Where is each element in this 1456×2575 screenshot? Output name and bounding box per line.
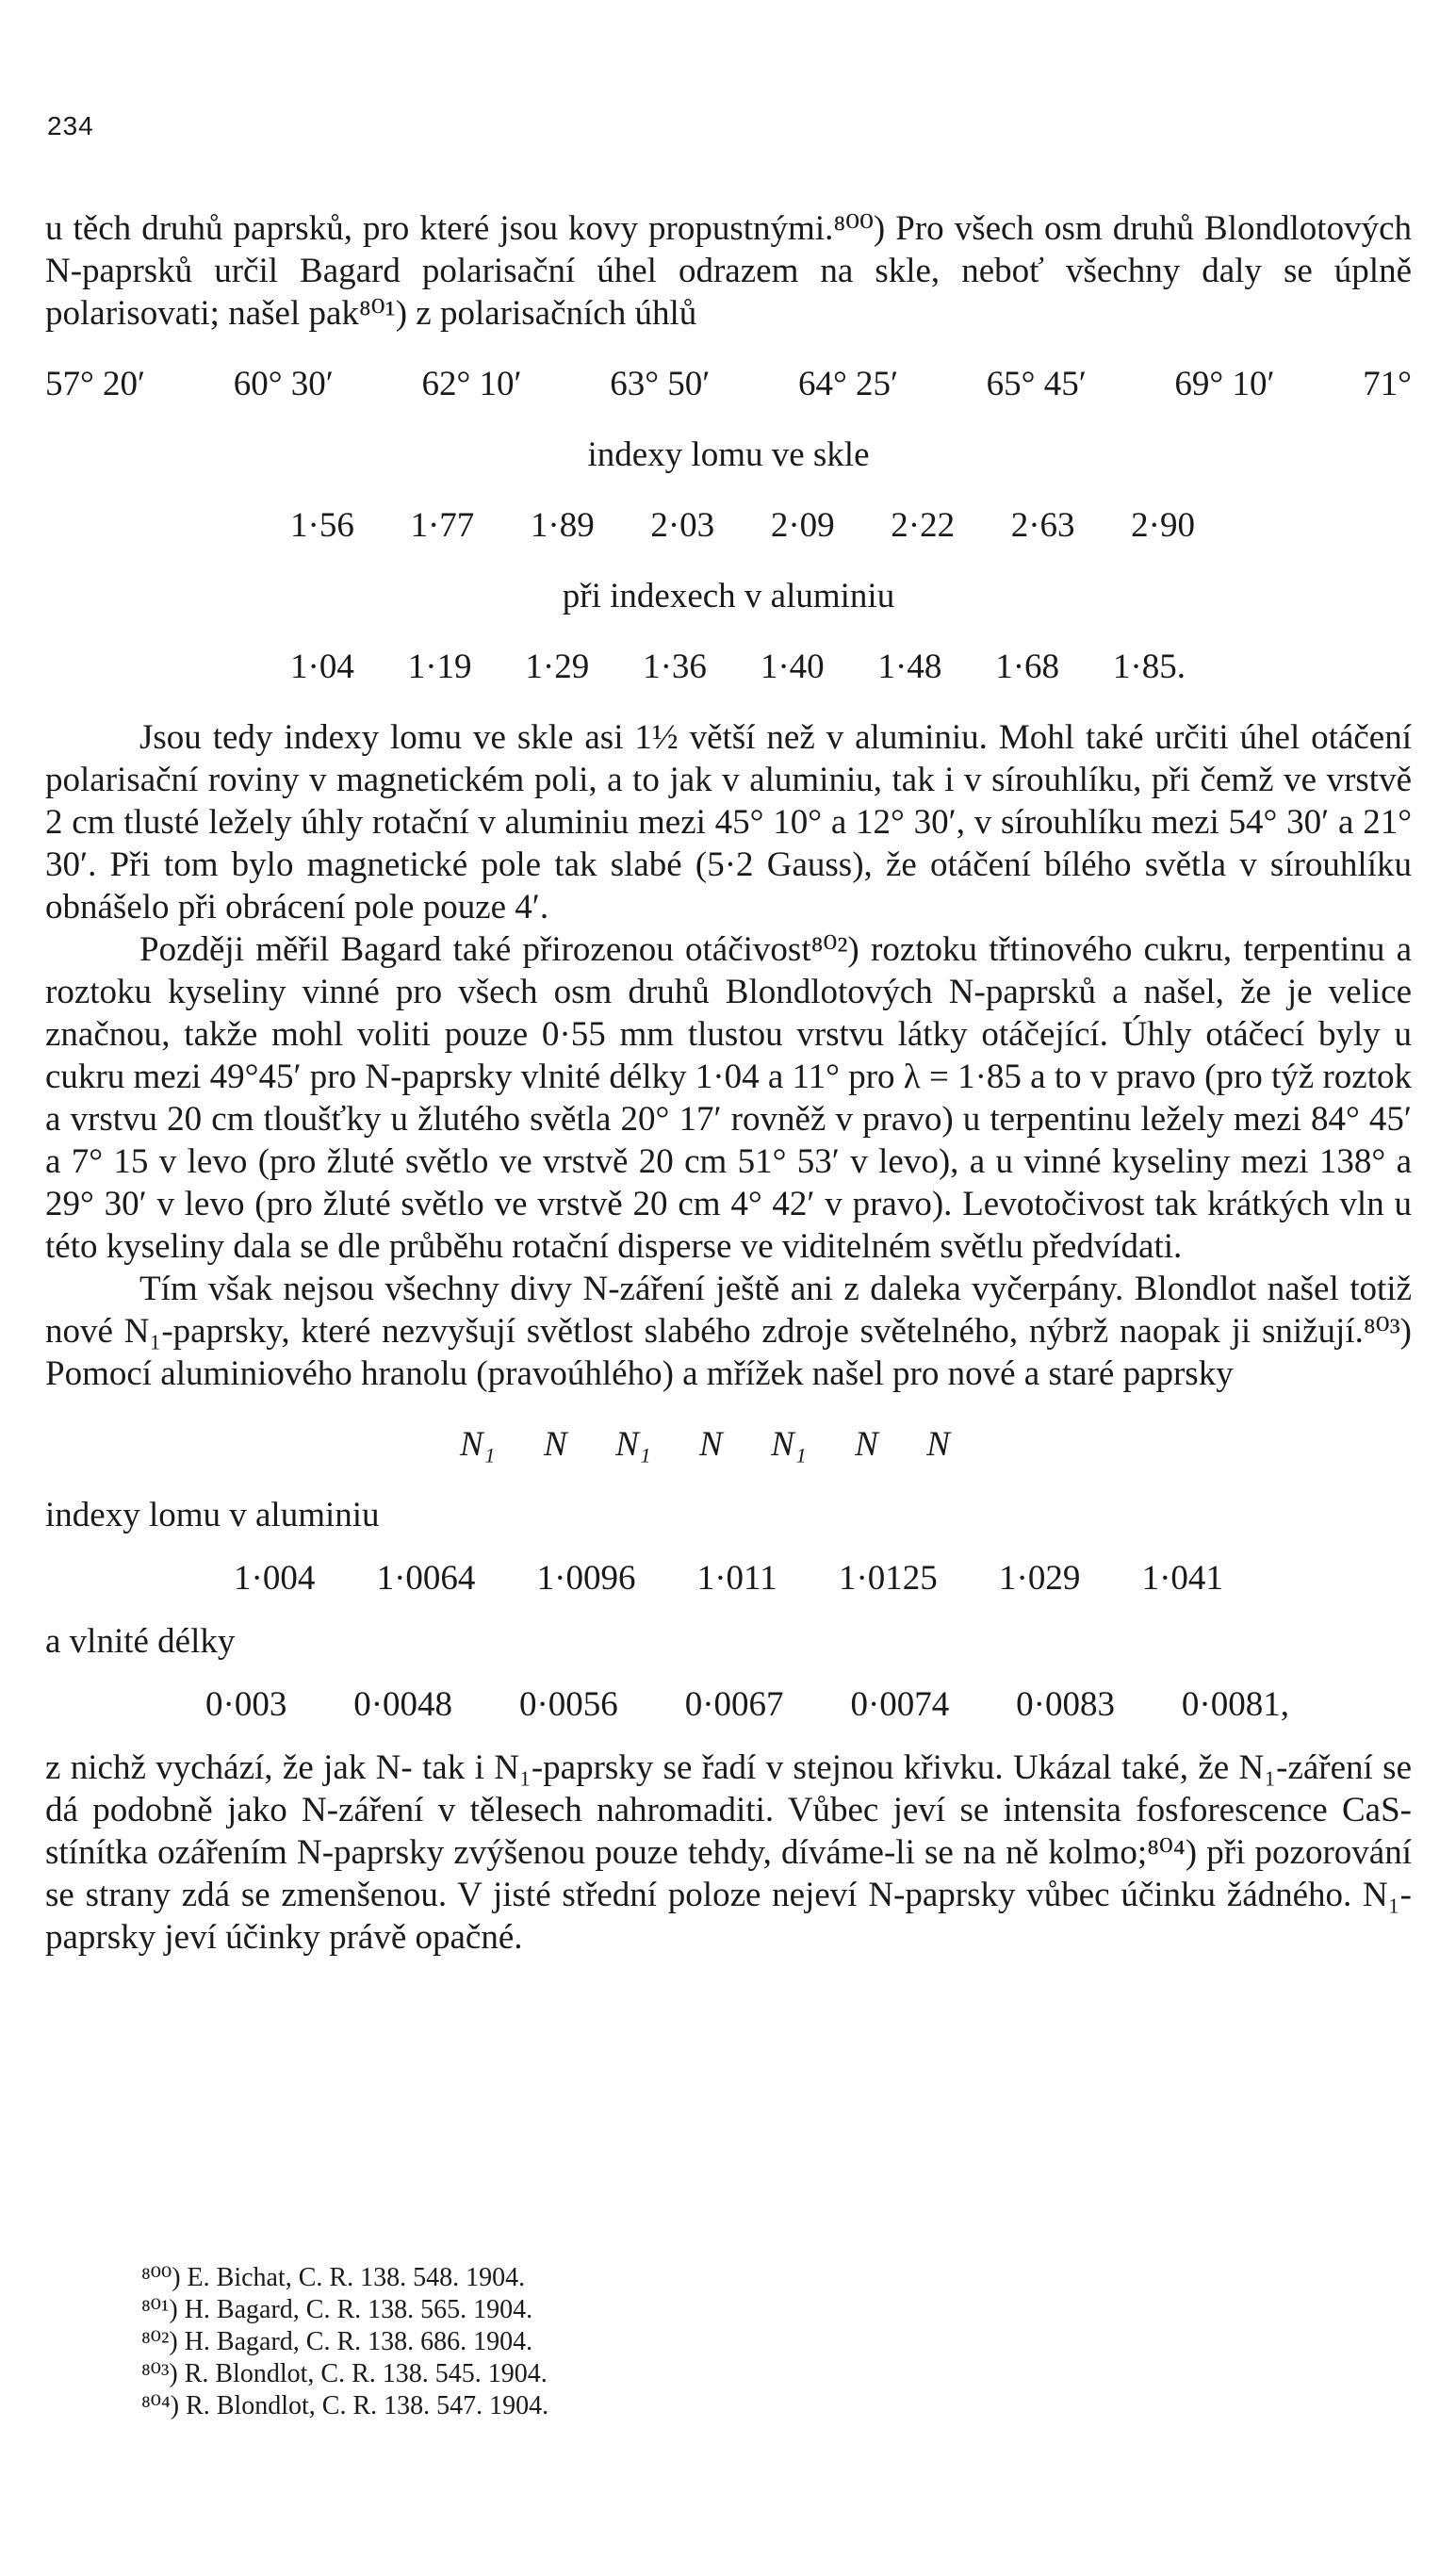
aluminium-indices-row [45, 646, 1412, 688]
aluminium-indices-2-row [45, 1557, 1412, 1599]
index-value: 1·68 [995, 648, 1060, 686]
index-value: 1·19 [407, 648, 472, 686]
index-value: 2·90 [1131, 506, 1195, 545]
paragraph-4: Tím však nejsou všechny divy N-záření ještě ani z daleka vyčerpány. Blondlot našel totiž nové N₁-paprsky, které nezvyšují světlost slabého zdroje světelného, nýbrž naopak ji snižují.⁸⁰³) Pomocí aluminiového hranolu (pravoúhlého) a mřížek našel pro nové a staré paprsky [45, 1270, 1412, 1393]
ray-symbol: N [699, 1425, 723, 1464]
paragraph-1: u těch druhů paprsků, pro které jsou kovy propustnými.⁸⁰⁰) Pro všech osm druhů Blondlotových N-paprsků určil Bagard polarisační úhel odrazem na skle, neboť všechny daly se úplně polarisovati; našel pak⁸⁰¹) z polarisačních úhlů [45, 209, 1412, 333]
index-label: indexy lomu v aluminiu [45, 1496, 380, 1534]
angle-value: 65° 45′ [986, 365, 1087, 403]
page-body [45, 207, 1412, 1959]
ray-symbol: N [543, 1425, 567, 1464]
ray-symbol: N₁ [771, 1425, 807, 1464]
ray-symbol: N [926, 1425, 950, 1464]
index-value: 1·29 [525, 648, 590, 686]
index-value: 1·48 [877, 648, 942, 686]
angle-value: 64° 25′ [797, 365, 899, 403]
page-number: 234 [47, 111, 94, 140]
wavelength-value: 0·003 [205, 1685, 287, 1724]
angle-value: 62° 10′ [421, 365, 522, 403]
footnotes [141, 2262, 990, 2422]
footnote: ⁸⁰²) H. Bagard, C. R. 138. 686. 1904. [141, 2327, 533, 2356]
wavelength-value: 0·0074 [850, 1685, 950, 1724]
footnote: ⁸⁰¹) H. Bagard, C. R. 138. 565. 1904. [141, 2295, 533, 2324]
paragraph-2: Jsou tedy indexy lomu ve skle asi 1½ větší než v aluminiu. Mohl také určiti úhel otáčení polarisační roviny v magnetickém poli, a to jak v aluminiu, tak i v sírouhlíku, při čemž ve vrstvě 2 cm tlusté ležely úhly rotační v aluminiu mezi 45° 10° a 12° 30′, v sírouhlíku mezi 54° 30′ a 21° 30′. Při tom bylo magnetické pole tak slabé (5·2 Gauss), že otáčení bílého světla v sírouhlíku obnášelo při obrácení pole pouze 4′. [45, 718, 1412, 927]
wavelength-value: 0·0067 [684, 1685, 784, 1724]
index-value: 1·89 [530, 506, 595, 545]
ray-symbol: N₁ [615, 1425, 651, 1464]
index-value: 1·77 [410, 506, 475, 545]
index-value: 2·63 [1010, 506, 1075, 545]
footnote: ⁸⁰⁰) E. Bichat, C. R. 138. 548. 1904. [141, 2263, 526, 2292]
index-value: 1·041 [1141, 1559, 1223, 1598]
paragraph-5: z nichž vychází, že jak N- tak i N₁-paprsky se řadí v stejnou křivku. Ukázal také, že N₁-záření se dá podobně jako N-záření v tělesech nahromaditi. Vůbec jeví se intensita fosforescence CaS-stínítka ozářením N-paprsky zvýšenou pouze tehdy, díváme-li se na ně kolmo;⁸⁰⁴) při pozorování se strany zdá se zmenšenou. V jisté střední poloze nejeví N-paprsky vůbec účinku žádného. N₁-paprsky jeví účinky právě opačné. [45, 1748, 1412, 1957]
index-value: 1·0125 [838, 1559, 938, 1598]
angle-value: 57° 20′ [45, 365, 146, 403]
angle-value: 63° 50′ [610, 365, 711, 403]
index-value: 1·40 [760, 648, 825, 686]
ray-symbols-row [45, 1423, 1412, 1466]
wavelength-value: 0·0056 [518, 1685, 618, 1724]
polarisation-angles-row [45, 363, 1412, 405]
ray-symbol: N [855, 1425, 878, 1464]
index-value: 1·85. [1112, 648, 1186, 686]
index-value: 2·09 [770, 506, 835, 545]
wavelength-value: 0·0048 [353, 1685, 453, 1724]
angle-value: 60° 30′ [233, 365, 334, 403]
wavelength-label: a vlnité délky [45, 1622, 236, 1661]
index-value: 1·04 [290, 648, 354, 686]
wavelength-value: 0·0083 [1016, 1685, 1115, 1724]
index-value: 1·56 [290, 506, 354, 545]
footnote: ⁸⁰⁴) R. Blondlot, C. R. 138. 547. 1904. [141, 2391, 549, 2420]
wavelength-row [45, 1683, 1412, 1726]
aluminium-indices-label: při indexech v aluminiu [562, 577, 895, 615]
index-value: 1·0064 [376, 1559, 476, 1598]
angle-value: 69° 10′ [1174, 365, 1275, 403]
index-value: 1·004 [234, 1559, 316, 1598]
index-value: 2·22 [891, 506, 956, 545]
glass-indices-row [45, 504, 1412, 547]
index-value: 1·36 [643, 648, 707, 686]
index-value: 1·0096 [536, 1559, 636, 1598]
index-value: 1·029 [999, 1559, 1081, 1598]
footnote: ⁸⁰³) R. Blondlot, C. R. 138. 545. 1904. [141, 2359, 548, 2388]
wavelength-value: 0·0081, [1181, 1685, 1289, 1724]
ray-symbol: N₁ [460, 1425, 496, 1464]
glass-indices-label: indexy lomu ve skle [587, 435, 870, 474]
angle-value: 71° [1363, 365, 1412, 403]
paragraph-3: Později měřil Bagard také přirozenou otáčivost⁸⁰²) roztoku třtinového cukru, terpentinu a roztoku kyseliny vinné pro všech osm druhů Blondlotových N-paprsků a našel, že je velice značnou, takže mohl voliti pouze 0·55 mm tlustou vrstvu látky otáčející. Úhly otáčecí byly u cukru mezi 49°45′ pro N-paprsky vlnité délky 1·04 a 11° pro λ = 1·85 a to v pravo (pro týž roztok a vrstvu 20 cm tloušťky u žlutého světla 20° 17′ rovněž v pravo) u terpentinu ležely mezi 84° 45′ a 7° 15 v levo (pro žluté světlo ve vrstvě 20 cm 51° 53′ v levo), a u vinné kyseliny mezi 138° a 29° 30′ v levo (pro žluté světlo ve vrstvě 20 cm 4° 42′ v pravo). Levotočivost tak krátkých vln u této kyseliny dala se dle průběhu rotační disperse ve viditelném světlu předvídati. [45, 930, 1412, 1266]
index-value: 2·03 [650, 506, 715, 545]
index-value: 1·011 [696, 1559, 777, 1598]
